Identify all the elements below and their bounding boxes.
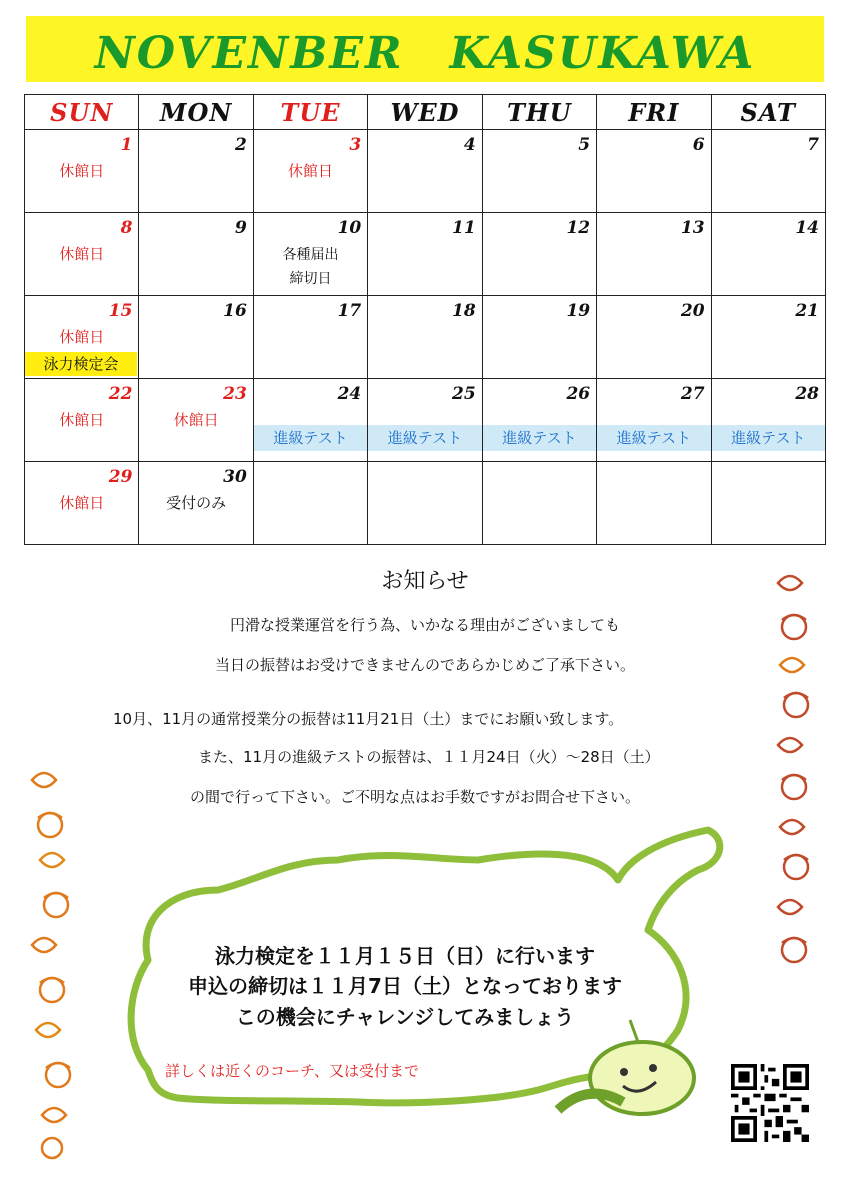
weekday-wed: WED [368, 95, 482, 130]
calendar-day-cell [711, 462, 825, 545]
day-number: 22 [108, 384, 133, 404]
day-note: 受付のみ [166, 494, 227, 512]
weekday-sun: SUN [25, 95, 139, 130]
calendar-week-row [25, 379, 826, 462]
day-number: 17 [337, 301, 362, 321]
calendar-day-cell [139, 130, 253, 213]
day-number: 13 [680, 218, 705, 238]
calendar-day-cell [597, 130, 711, 213]
day-number: 20 [680, 301, 705, 321]
day-number: 14 [795, 218, 819, 238]
day-note: 各種届出 締切日 [282, 247, 339, 287]
calendar-day-cell [368, 130, 482, 213]
level-test-tag: 進級テスト [368, 425, 481, 451]
event-line-1: 泳力検定を１１月１５日（日）に行います [215, 944, 595, 968]
calendar-day-cell [139, 379, 253, 462]
calendar-day-cell [253, 130, 367, 213]
event-line-3: この機会にチャレンジしてみましょう [235, 1005, 575, 1029]
calendar-day-cell [25, 213, 139, 296]
acorn-leaf-column-right-illustration [760, 565, 830, 985]
day-number: 24 [337, 384, 362, 404]
day-number: 3 [349, 135, 362, 155]
closed-day-label: 休館日 [59, 328, 105, 346]
day-number: 18 [452, 301, 476, 321]
day-number: 28 [795, 384, 819, 404]
calendar-day-cell [482, 462, 596, 545]
swim-test-event-tag: 泳力検定会 [25, 352, 137, 376]
day-number: 8 [120, 218, 133, 238]
weekday-sat: SAT [711, 95, 825, 130]
notice-line-5: の間で行って下さい。ご不明な点はお手数ですがお問合せ下さい。 [190, 788, 641, 806]
calendar-day-cell [482, 379, 596, 462]
day-number: 6 [692, 135, 705, 155]
notice-line-1: 円滑な授業運営を行う為、いかなる理由がございましても [229, 616, 620, 634]
calendar-week-row [25, 296, 826, 379]
closed-day-label: 休館日 [59, 245, 105, 263]
level-test-tag: 進級テスト [254, 425, 367, 451]
calendar-day-cell [597, 213, 711, 296]
day-number: 1 [120, 135, 133, 155]
calendar-week-row [25, 213, 826, 296]
weekday-fri: FRI [597, 95, 711, 130]
calendar-day-cell [368, 462, 482, 545]
weekday-tue: TUE [253, 95, 367, 130]
calendar-day-cell [253, 213, 367, 296]
closed-day-label: 休館日 [173, 411, 219, 429]
calendar-day-cell [253, 296, 367, 379]
calendar-day-cell [711, 296, 825, 379]
notice-line-2: 当日の振替はお受けできませんのであらかじめご了承下さい。 [214, 656, 635, 674]
calendar-day-cell [482, 296, 596, 379]
calendar-day-cell [253, 379, 367, 462]
calendar-day-cell [25, 379, 139, 462]
weekday-mon: MON [139, 95, 253, 130]
day-number: 26 [566, 384, 591, 404]
closed-day-label: 休館日 [288, 162, 334, 180]
calendar-day-cell [25, 462, 139, 545]
page-title: NOVENBER KASUKAWA [94, 28, 756, 79]
closed-day-label: 休館日 [59, 162, 105, 180]
day-number: 19 [566, 301, 591, 321]
level-test-tag: 進級テスト [712, 425, 825, 451]
weekday-thu: THU [482, 95, 596, 130]
day-number: 16 [223, 301, 247, 321]
day-number: 10 [337, 218, 362, 238]
calendar-day-cell [368, 213, 482, 296]
day-number: 2 [235, 135, 247, 155]
contact-note: 詳しくは近くのコーチ、又は受付まで [165, 1062, 419, 1080]
notice-title: お知らせ [381, 569, 469, 594]
calendar-day-cell [368, 379, 482, 462]
calendar-day-cell [597, 296, 711, 379]
calendar-day-cell [711, 379, 825, 462]
calendar-week-row [25, 462, 826, 545]
weekday-header-row [25, 95, 826, 130]
day-number: 7 [807, 135, 819, 155]
calendar-day-cell [25, 296, 139, 379]
day-number: 25 [452, 384, 476, 404]
day-number: 30 [223, 467, 247, 487]
level-test-tag: 進級テスト [483, 425, 596, 451]
calendar-day-cell [711, 213, 825, 296]
title-banner [26, 16, 824, 82]
calendar-day-cell [482, 130, 596, 213]
day-number: 4 [463, 135, 476, 155]
notice-line-3: 10月、11月の通常授業分の振替は11月21日（土）までにお願い致します。 [113, 710, 624, 728]
day-number: 23 [223, 384, 247, 404]
closed-day-label: 休館日 [59, 494, 105, 512]
calendar-day-cell [139, 296, 253, 379]
day-number: 12 [566, 218, 591, 238]
calendar-day-cell [482, 213, 596, 296]
notice-line-4: また、11月の進級テストの振替は、１１月24日（火）～28日（土） [198, 748, 660, 766]
day-number: 15 [108, 301, 133, 321]
day-number: 5 [578, 135, 591, 155]
event-line-2: 申込の締切は１１月7日（土）となっております [188, 974, 622, 998]
calendar-day-cell [368, 296, 482, 379]
calendar-day-cell [597, 379, 711, 462]
calendar-day-cell [139, 213, 253, 296]
calendar-week-row [25, 130, 826, 213]
day-number: 9 [235, 218, 247, 238]
calendar-day-cell [253, 462, 367, 545]
level-test-tag: 進級テスト [597, 425, 710, 451]
day-number: 11 [452, 218, 476, 238]
qr-code-icon [731, 1064, 809, 1142]
calendar-day-cell [711, 130, 825, 213]
calendar-day-cell [25, 130, 139, 213]
calendar-day-cell [139, 462, 253, 545]
calendar-day-cell [597, 462, 711, 545]
closed-day-label: 休館日 [59, 411, 105, 429]
calendar-table [24, 94, 826, 545]
day-number: 21 [795, 301, 819, 321]
acorn-leaf-column-left-illustration [12, 760, 92, 1160]
day-number: 29 [108, 467, 133, 487]
day-number: 27 [680, 384, 705, 404]
